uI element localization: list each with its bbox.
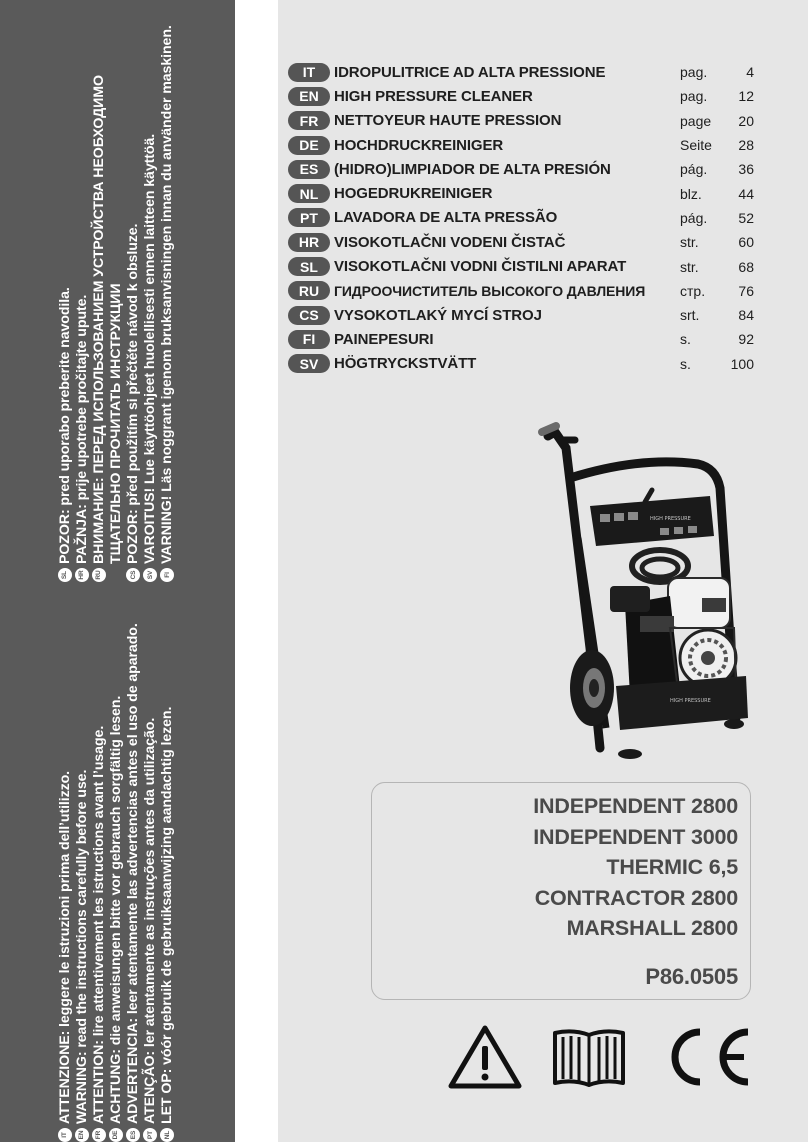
page-number: 100 (730, 355, 754, 372)
language-row (288, 230, 758, 254)
page-word: pag. (680, 64, 708, 81)
lang-badge: IT (58, 1128, 72, 1142)
warning-line: ES ADVERTENCIA: leer atentamente las advertencias antes el uso de aparado. (125, 0, 142, 1142)
warning-line: ТЩАТЕЛЬНО ПРОЧИТАТЬ ИНСТРУКЦИИ (107, 283, 124, 564)
lang-title: NETTOYEUR HAUTE PRESSION (334, 112, 562, 130)
warning-line: FI VARNING! Läs noggrant igenom bruksanvisningen innan du använder maskinen. (159, 0, 176, 582)
page-word: s. (680, 355, 691, 372)
pressure-washer-image (520, 418, 760, 763)
warning-line: FR ATTENTION: lire attentivement les istructions avant l’usage. (90, 0, 107, 1142)
model-name: CONTRACTOR 2800 (534, 885, 738, 910)
lang-code-badge: ES (288, 160, 330, 179)
page-word: s. (680, 331, 691, 348)
model-name: INDEPENDENT 3000 (533, 824, 738, 849)
page-word: pag. (680, 88, 708, 105)
ce-mark-icon (660, 1026, 754, 1088)
page-number: 92 (738, 331, 754, 348)
language-row (288, 206, 758, 230)
lang-title: IDROPULITRICE AD ALTA PRESSIONE (334, 63, 606, 81)
lang-badge: FR (92, 1128, 106, 1142)
page-number: 68 (738, 258, 754, 275)
lang-code-badge: EN (288, 87, 330, 106)
page-word: page (680, 112, 712, 129)
language-row (288, 133, 758, 157)
page-number: 28 (738, 137, 754, 154)
page-number: 4 (746, 64, 754, 81)
lang-title: HIGH PRESSURE CLEANER (334, 87, 533, 105)
warning-line: CS POZOR: před použitím si přečtěte návod k obsluze. (125, 0, 142, 582)
page-word: Seite (680, 137, 712, 154)
lang-badge: SV (143, 568, 157, 582)
page-number: 44 (738, 185, 754, 202)
language-row (288, 181, 758, 205)
lang-badge: ES (126, 1128, 140, 1142)
page-word: str. (680, 234, 699, 251)
lang-code-badge: PT (288, 208, 330, 227)
language-row (288, 279, 758, 303)
page-word: blz. (680, 185, 702, 202)
warning-line: SL POZOR: pred uporabo preberite navodila. (56, 0, 73, 582)
warning-line: DE ACHTUNG: die anweisungen bitte vor gebrauch sorgfältig lesen. (107, 0, 124, 1142)
lang-badge: FI (160, 568, 174, 582)
lang-code-badge: FI (288, 330, 330, 349)
lang-badge: SL (58, 568, 72, 582)
lang-badge: HR (75, 568, 89, 582)
warning-triangle-icon (447, 1024, 523, 1090)
warning-line: EN WARNING: read the instructions carefully before use. (73, 0, 90, 1142)
lang-title: HOCHDRUCKREINIGER (334, 136, 504, 154)
language-row (288, 303, 758, 327)
lang-title: LAVADORA DE ALTA PRESSÃO (334, 209, 558, 227)
warning-line: PT ATENÇÃO: ler atentamente as instruções antes da utilização. (142, 0, 159, 1142)
warning-line: NL LET OP: vóór gebruik de gebruiksaanwijzing aandachtig lezen. (159, 0, 176, 1142)
lang-code-badge: IT (288, 63, 330, 82)
warning-line: IT ATTENZIONE: leggere le istruzioni prima dell’utilizzo. (56, 0, 73, 1142)
lang-badge: DE (109, 1128, 123, 1142)
read-manual-icon (549, 1025, 629, 1089)
model-name: MARSHALL 2800 (566, 916, 738, 940)
lang-code-badge: SL (288, 257, 330, 276)
lang-title: HOGEDRUKREINIGER (334, 185, 493, 203)
warning-band (0, 0, 235, 1142)
page-number: 84 (738, 307, 754, 324)
lang-title: VYSOKOTLAKÝ MYCÍ STROJ (334, 306, 542, 324)
language-row (288, 60, 758, 84)
page-word: srt. (680, 307, 700, 324)
lang-code-badge: DE (288, 136, 330, 155)
warning-line: HR PAŽNJA: prije upotrebe pročitajte upute. (73, 0, 90, 582)
page-number: 36 (738, 161, 754, 178)
language-row (288, 109, 758, 133)
model-list-box (371, 782, 751, 1000)
part-code: P86.0505 (645, 963, 738, 989)
language-row (288, 84, 758, 108)
page-number: 76 (738, 282, 754, 299)
page-number: 20 (738, 112, 754, 129)
warning-column-2 (56, 0, 176, 582)
page-word: pág. (680, 161, 708, 178)
lang-badge: RU (92, 568, 106, 582)
lang-title: VISOKOTLAČNI VODNI ČISTILNI APARAT (334, 258, 627, 276)
language-row (288, 254, 758, 278)
language-row (288, 157, 758, 181)
lang-title: ГИДРООЧИСТИТЕЛЬ ВЫСОКОГО ДАВЛЕНИЯ (334, 282, 646, 299)
lang-badge: NL (160, 1128, 174, 1142)
model-name: THERMIC 6,5 (606, 855, 738, 879)
page-number: 12 (738, 88, 754, 105)
lang-code-badge: RU (288, 281, 330, 300)
svg-text:HIGH PRESSURE: HIGH PRESSURE (670, 698, 711, 704)
warning-line: RU ВНИМАНИЕ: ПЕРЕД ИСПОЛЬЗОВАНИЕМ УСТРОЙСТВА НЕОБХОДИМО (90, 0, 107, 582)
page-word: str. (680, 258, 699, 275)
lang-badge: CS (126, 568, 140, 582)
lang-title: (HIDRO)LIMPIADOR DE ALTA PRESIÓN (334, 160, 611, 178)
lang-title: VISOKOTLAČNI VODENI ČISTAČ (334, 233, 566, 251)
model-name: INDEPENDENT 2800 (533, 794, 738, 818)
language-row (288, 327, 758, 351)
lang-title: PAINEPESURI (334, 330, 434, 348)
lang-code-badge: SV (288, 354, 330, 373)
warning-line: SV VAROITUS! Lue käyttöohjeet huolellisesti ennen laitteen käyttöä. (142, 0, 159, 582)
page-word: стр. (680, 282, 706, 299)
lang-badge: PT (143, 1128, 157, 1142)
lang-code-badge: CS (288, 306, 330, 325)
lang-title: HÖGTRYCKSTVÄTT (334, 355, 477, 373)
page-number: 60 (738, 234, 754, 251)
svg-text:HIGH PRESSURE: HIGH PRESSURE (650, 516, 691, 522)
lang-code-badge: HR (288, 233, 330, 252)
page-word: pág. (680, 209, 708, 226)
language-index (288, 60, 758, 376)
lang-code-badge: FR (288, 111, 330, 130)
language-row (288, 352, 758, 376)
lang-badge: EN (75, 1128, 89, 1142)
lang-code-badge: NL (288, 184, 330, 203)
page-number: 52 (738, 209, 754, 226)
